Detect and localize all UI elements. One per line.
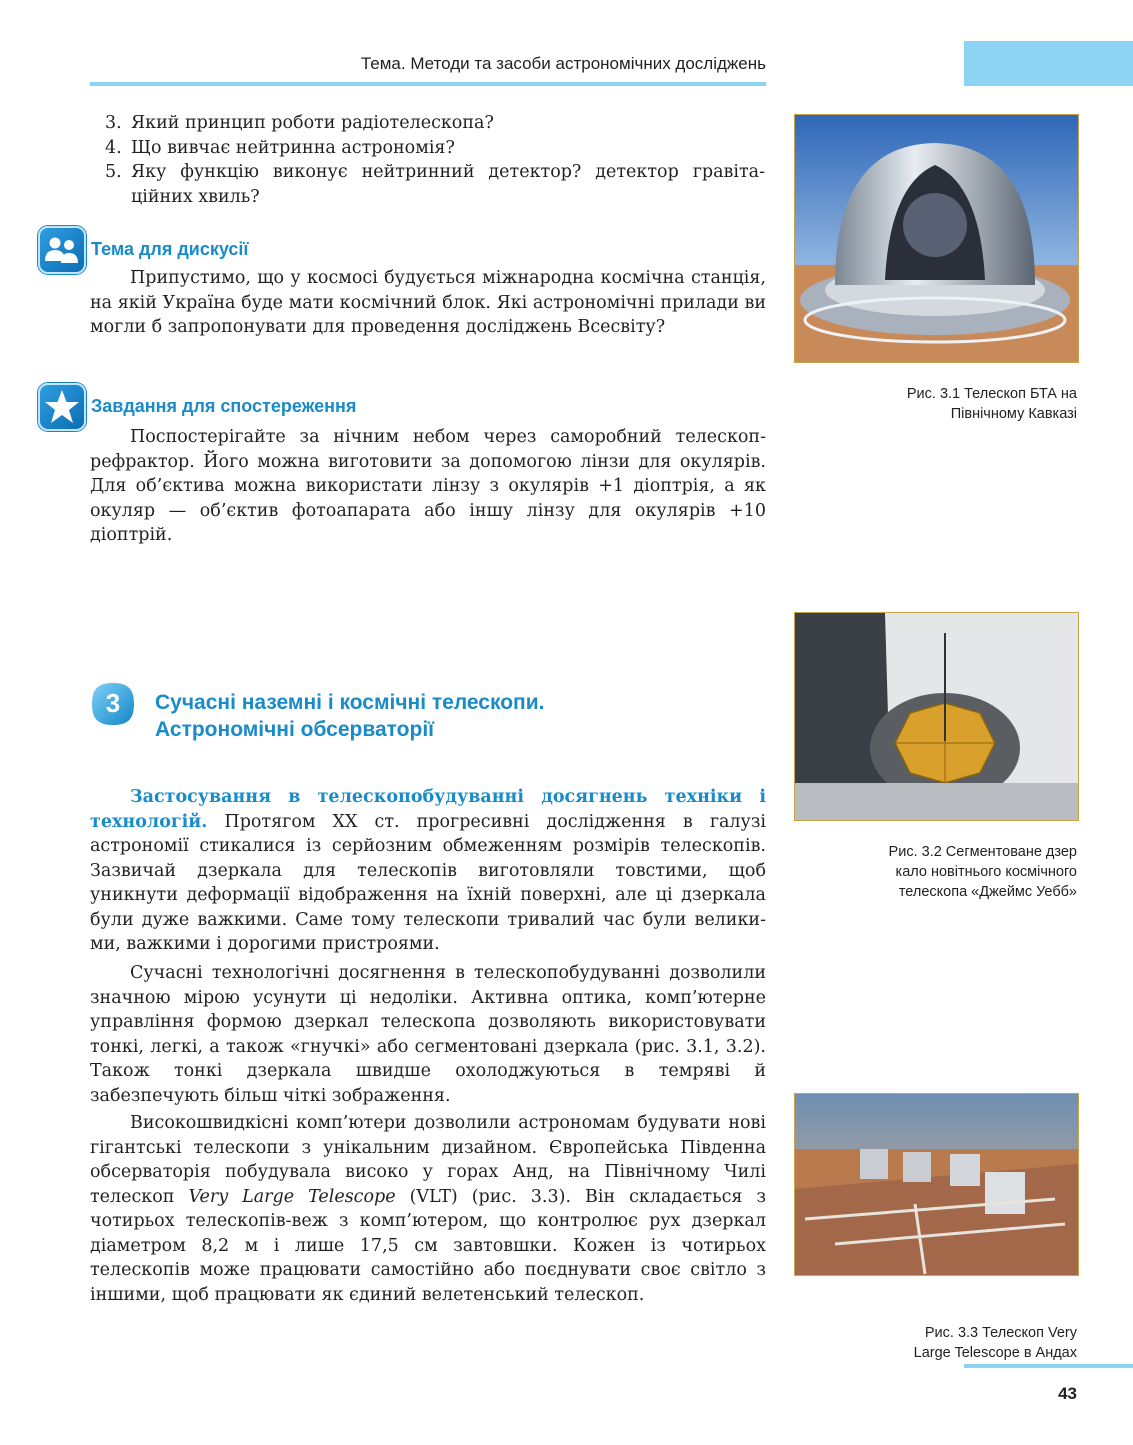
paragraph-text: Протягом XX ст. прогресивні дослідження в галузі астрономії стикалися із серйозним обмеженням розмірів телескопів. Зазвичай дзеркала для телескопів виготовляли товстими, щоб уникнути деформації відображення на їхній поверхні, але ці дзеркала були дуже важкими. Саме тому телескопи тривалий час були великими, важкими і дорогими пристроями.	[90, 811, 766, 954]
running-header-title: Тема. Методи та засоби астрономічних досліджень	[360, 54, 766, 73]
paragraph-3	[90, 1111, 766, 1307]
figure-caption	[800, 384, 1077, 424]
question-text: Яку функцію виконує нейтринний детектор? детектор гравітаційних хвиль?	[131, 162, 765, 207]
figure-james-webb-mirror	[794, 612, 1079, 821]
paragraph-text: Високошвидкісні комп’ютери дозволили астрономам будувати нові гігантські телескопи з унікальним дизайном. Європейська Південна обсерваторія побудувала високо у горах Анд, на Північному Чилі телескоп	[90, 1113, 766, 1207]
discussion-text: Припустимо, що у космосі будується міжнародна космічна станція, на якій Україна буде мати космічний блок. Які астрономічні прилади ви могли б запропонувати для проведення досліджень Всесвіту?	[90, 268, 766, 337]
header-color-block	[964, 41, 1133, 86]
caption-line: телескопа «Джеймс Уебб»	[898, 884, 1077, 900]
figure-bta-telescope	[794, 114, 1079, 363]
paragraph-2: Сучасні технологічні досягнення в телескопобудуванні дозволили значною мірою усунути ці недоліки. Активна оптика, комп’ютерне управління формою дзеркал телескопа дозволяють використовувати тонкі, легкі, а також «гнучкі» або сегментовані дзеркала (рис. 3.1, 3.2). Також тонкі дзеркала швидше охолоджуються в темряві й забезпечують більш чіткі зображення.	[90, 963, 766, 1106]
question-list	[105, 111, 765, 209]
caption-line: Рис. 3.1 Телескоп БТА на	[906, 386, 1077, 402]
telescope-name: Very Large Telescope	[188, 1186, 396, 1207]
chapter-title-line: Сучасні наземні і космічні телескопи.	[155, 691, 545, 714]
caption-line: Рис. 3.3 Телескоп Very	[924, 1325, 1077, 1341]
chapter-title-line: Астрономічні обсерваторії	[155, 718, 435, 741]
caption-line: Large Telescope в Андах	[913, 1345, 1077, 1361]
people-icon	[38, 226, 86, 274]
figure-vlt-telescope	[794, 1093, 1079, 1276]
chapter-number-badge	[90, 681, 136, 727]
caption-line: кало новітнього космічного	[895, 864, 1077, 880]
footer-rule	[964, 1364, 1133, 1368]
figure-caption	[800, 842, 1077, 902]
list-item	[105, 111, 765, 136]
list-item	[105, 136, 765, 161]
question-number: 3.	[105, 113, 122, 133]
paragraph-lead: Застосування в телескопобудуванні досягнень техніки і технологій.	[90, 787, 766, 832]
discussion-heading: Тема для дискусії	[91, 239, 249, 259]
header-rule	[90, 82, 766, 86]
chapter-number: 3	[105, 688, 121, 718]
question-text: Що вивчає нейтринна астрономія?	[131, 137, 455, 158]
list-item	[105, 160, 765, 209]
caption-line: Рис. 3.2 Сегментоване дзер	[888, 844, 1077, 860]
chapter-title	[155, 689, 755, 743]
star-icon	[38, 383, 86, 431]
caption-line: Північному Кавказі	[950, 406, 1077, 422]
paragraph-text: (VLT) (рис. 3.3). Він складається з чотирьох телескопів-веж з комп’ютером, що контролює рух дзеркал діаметром 8,2 м і лише 17,5 см завтовшки. Кожен із чотирьох телескопів може працювати самостійно або поєднувати своє світло з іншими, щоб працювати як єдиний велетенський телескоп.	[90, 1186, 767, 1305]
observation-text: Поспостерігайте за нічним небом через саморобний телескоп-рефрактор. Його можна виготовити за допомогою лінзи для окулярів. Для об’єктива можна використати лінзу з окулярів +1 діоптрія, а як окуляр — об’єктив фотоапарата або іншу лінзу для окулярів +10 діоптрій.	[90, 427, 766, 545]
figure-caption	[800, 1323, 1077, 1363]
page-number: 43	[1058, 1384, 1077, 1403]
question-number: 5.	[105, 162, 122, 182]
question-text: Який принцип роботи радіотелескопа?	[131, 113, 494, 133]
question-number: 4.	[105, 137, 122, 158]
observation-heading: Завдання для спостереження	[91, 396, 357, 416]
paragraph-1	[90, 785, 766, 957]
